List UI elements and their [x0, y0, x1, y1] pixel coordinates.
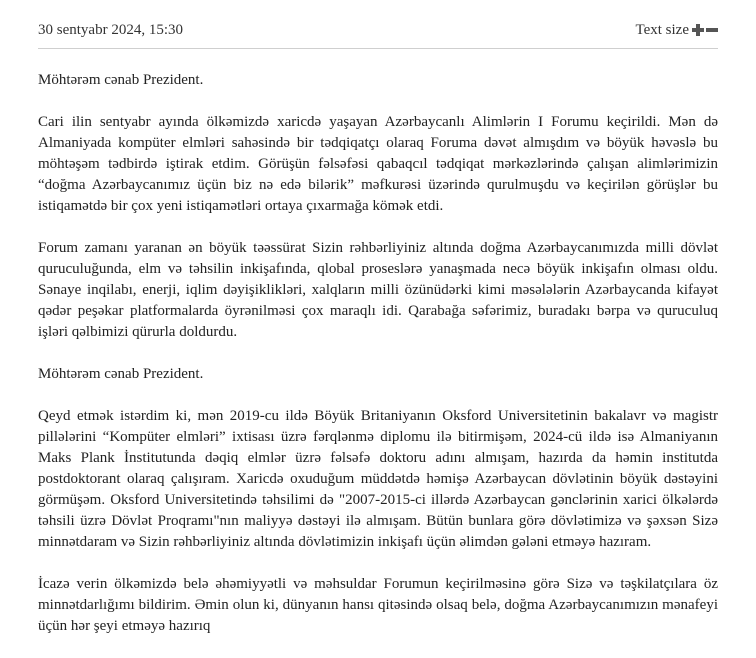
article-paragraph: Forum zamanı yaranan ən böyük təəssürat Sizin rəhbərliyiniz altında doğma Azərbaycanımızda milli dövlət quruculuğunda, elm və təhsilin inkişafında, qlobal proseslərə yanaşmada necə böyük inkişafın olması oldu. Sənaye inqilabı, enerji, iqlim dəyişiklikləri, xalqların milli özünüdərki kimi məsələlərin Azərbaycanda kifayət qədər peşəkar platformalarda öyrənilməsi çox maraqlı idi. Qarabağa səfərimiz, buradakı bərpa və quruculuq işləri qəlbimizi qürurla doldurdu.	[38, 240, 718, 340]
publish-date: 30 sentyabr 2024, 15:30	[38, 22, 183, 38]
text-size-label: Text size	[635, 22, 689, 38]
article-paragraph: Cari ilin sentyabr ayında ölkəmizdə xaricdə yaşayan Azərbaycanlı Alimlərin I Forumu keçirildi. Mən də Almaniyada kompüter elmləri sahəsində bir tədqiqatçı olaraq Foruma dəvət almışdım və böyük həvəslə bu möhtəşəm tədbirdə iştirak etdim. Görüşün fəlsəfəsi qabaqcıl tədqiqat mərkəzlərində çalışan alimlərimizin “doğma Azərbaycanımız üçün biz nə edə bilərik” məfkurəsi üzərində qurulmuşdu və keçirilən görüşlər bu istiqamətdə bir çox yeni istiqamətləri ortaya çıxarmağa kömək etdi.	[38, 114, 718, 214]
plus-icon[interactable]	[692, 24, 704, 36]
article-paragraph: Qeyd etmək istərdim ki, mən 2019-cu ildə Böyük Britaniyanın Oksford Universitetinin bakalavr və magistr pillələrini “Kompüter elmləri” ixtisası üzrə fərqlənmə diplomu ilə bitirmişəm, 2024-cü ildə isə Almaniyanın Maks Plank İnstitutunda dəqiq elmlər üzrə fəlsəfə doktoru adını almışam, hazırda da həmin institutda postdoktorant olaraq çalışıram. Xaricdə oxuduğum müddətdə həmişə Azərbaycan dövlətinin böyük dəstəyini görmüşəm. Oksford Universitetində təhsilimi də "2007-2015-ci illərdə Azərbaycan gənclərinin xarici ölkələrdə təhsili üzrə Dövlət Proqramı"nın maliyyə dəstəyi ilə almışam. Bütün bunlara görə dövlətimizə və şəxsən Sizə minnətdaram və Sizin rəhbərliyiniz altında dövlətimizin inkişafı üçün əlimdən gələni etməyə hazıram.	[38, 408, 718, 550]
salutation: Möhtərəm cənab Prezident.	[38, 366, 204, 382]
salutation: Möhtərəm cənab Prezident.	[38, 72, 204, 88]
text-size-control	[635, 21, 718, 39]
article-paragraph: İcazə verin ölkəmizdə belə əhəmiyyətli və məhsuldar Forumun keçirilməsinə görə Sizə və təşkilatçılara öz minnətdarlığımı bildirim. Əmin olun ki, dünyanın hansı qitəsində olsaq belə, doğma Azərbaycanımızın mənafeyi üçün hər şeyi etməyə hazırıq	[38, 576, 718, 634]
article-body	[38, 70, 718, 658]
minus-icon[interactable]	[706, 24, 718, 36]
article-header	[38, 0, 718, 49]
